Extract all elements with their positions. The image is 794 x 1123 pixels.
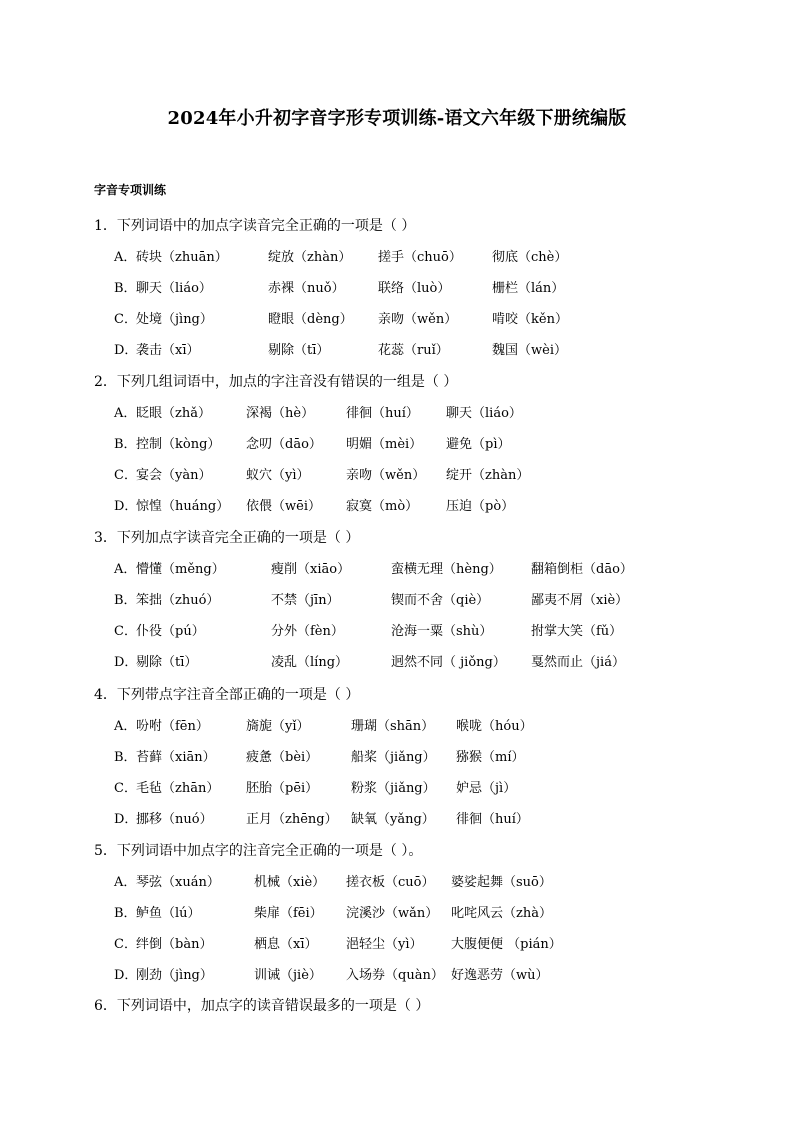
option-word: 明媚（mèi） <box>346 437 423 452</box>
answer-option <box>114 495 514 514</box>
option-word: 袭击（xī） <box>136 343 200 358</box>
option-word: 大腹便便 （pián） <box>451 937 562 952</box>
option-label: D． <box>114 812 138 827</box>
option-word: 啃咬（kěn） <box>492 312 568 327</box>
option-word: 依偎（wēi） <box>246 499 321 514</box>
answer-option <box>114 620 622 639</box>
option-word: 吩咐（fēn） <box>136 719 209 734</box>
section-heading: 字音专项训练 <box>94 183 167 197</box>
option-word: 压迫（pò） <box>446 499 515 514</box>
option-word: 鄙夷不屑（xiè） <box>531 593 629 608</box>
option-word: 浥轻尘（yì） <box>346 937 423 952</box>
option-word: 砖块（zhuān） <box>136 250 228 265</box>
answer-option <box>114 246 567 265</box>
answer-option <box>114 402 522 421</box>
option-word: 好逸恶劳（wù） <box>451 968 549 983</box>
option-label: A． <box>114 250 137 265</box>
option-label: A． <box>114 719 137 734</box>
option-word: 寂寞（mò） <box>346 499 419 514</box>
option-word: 聊天（liáo） <box>446 406 522 421</box>
option-word: 拊掌大笑（fǔ） <box>531 624 623 639</box>
option-word: 深褐（hè） <box>246 406 315 421</box>
question-stem: 6．下列词语中，加点字的读音错误最多的一项是（ ） <box>94 998 430 1014</box>
option-word: 栖息（xī） <box>254 937 318 952</box>
option-word: 鲈鱼（lú） <box>136 906 201 921</box>
option-word: 琴弦（xuán） <box>136 875 220 890</box>
answer-option <box>114 339 567 358</box>
option-word: 珊瑚（shān） <box>351 719 435 734</box>
option-word: 锲而不舍（qiè） <box>391 593 490 608</box>
option-word: 懵懂（měng） <box>136 562 225 577</box>
question-stem: 4．下列带点字注音全部正确的一项是（ ） <box>94 687 360 703</box>
option-word: 搓衣板（cuō） <box>346 875 435 890</box>
answer-option <box>114 902 552 921</box>
answer-option <box>114 558 633 577</box>
option-word: 绽放（zhàn） <box>268 250 352 265</box>
option-word: 绊倒（bàn） <box>136 937 213 952</box>
option-word: 迥然不同（ jiǒng） <box>391 655 506 670</box>
option-word: 沧海一粟（shù） <box>391 624 493 639</box>
option-word: 戛然而止（jiá） <box>531 655 625 670</box>
option-word: 缺氧（yǎng） <box>351 812 435 827</box>
answer-option <box>114 871 552 890</box>
option-word: 避免（pì） <box>446 437 511 452</box>
option-word: 魏国（wèi） <box>492 343 567 358</box>
option-word: 苔藓（xiān） <box>136 750 216 765</box>
option-label: C． <box>114 624 137 639</box>
answer-option <box>114 715 533 734</box>
answer-option <box>114 277 564 296</box>
option-word: 蚁穴（yì） <box>246 468 310 483</box>
option-word: 婆娑起舞（suō） <box>451 875 552 890</box>
option-label: A． <box>114 875 137 890</box>
option-word: 亲吻（wěn） <box>378 312 458 327</box>
option-word: 亲吻（wěn） <box>346 468 426 483</box>
option-word: 瘦削（xiāo） <box>271 562 351 577</box>
option-word: 柴扉（fēi） <box>254 906 323 921</box>
question-stem: 1．下列词语中的加点字读音完全正确的一项是（ ） <box>94 218 416 234</box>
answer-option <box>114 589 628 608</box>
option-word: 聊天（liáo） <box>136 281 212 296</box>
option-word: 瞪眼（dèng） <box>268 312 353 327</box>
option-word: 念叨（dāo） <box>246 437 322 452</box>
option-word: 赤裸（nuǒ） <box>268 281 345 296</box>
option-word: 刚劲（jìng） <box>136 968 213 983</box>
option-word: 惊惶（huáng） <box>136 499 230 514</box>
option-word: 入场券（quàn） <box>346 968 444 983</box>
option-label: B． <box>114 437 137 452</box>
option-word: 不禁（jīn） <box>271 593 340 608</box>
option-word: 正月（zhēng） <box>246 812 338 827</box>
answer-option <box>114 964 549 983</box>
option-word: 徘徊（huí） <box>456 812 529 827</box>
option-label: D． <box>114 499 138 514</box>
option-word: 猕猴（mí） <box>456 750 525 765</box>
option-label: C． <box>114 468 137 483</box>
option-label: B． <box>114 593 137 608</box>
question-stem: 3．下列加点字读音完全正确的一项是（ ） <box>94 530 360 546</box>
option-word: 笨拙（zhuó） <box>136 593 220 608</box>
option-word: 眨眼（zhǎ） <box>136 406 211 421</box>
option-word: 剔除（tī） <box>136 655 198 670</box>
option-word: 分外（fèn） <box>271 624 344 639</box>
option-word: 徘徊（huí） <box>346 406 419 421</box>
option-word: 妒忌（jì） <box>456 781 517 796</box>
option-word: 浣溪沙（wǎn） <box>346 906 439 921</box>
option-word: 蛮横无理（hèng） <box>391 562 502 577</box>
option-label: A． <box>114 406 137 421</box>
option-word: 处境（jìng） <box>136 312 213 327</box>
option-label: D． <box>114 343 138 358</box>
option-label: B． <box>114 281 137 296</box>
option-word: 旖旎（yǐ） <box>246 719 310 734</box>
option-word: 花蕊（ruǐ） <box>378 343 449 358</box>
option-label: C． <box>114 781 137 796</box>
answer-option <box>114 308 568 327</box>
answer-option <box>114 433 510 452</box>
answer-option <box>114 808 529 827</box>
answer-option <box>114 777 516 796</box>
option-word: 仆役（pú） <box>136 624 205 639</box>
option-word: 叱咤风云（zhà） <box>451 906 552 921</box>
option-label: C． <box>114 312 137 327</box>
option-word: 机械（xiè） <box>254 875 326 890</box>
answer-option <box>114 746 525 765</box>
option-word: 训诫（jiè） <box>254 968 322 983</box>
option-word: 挪移（nuó） <box>136 812 213 827</box>
question-stem: 5．下列词语中加点字的注音完全正确的一项是（ ）。 <box>94 843 423 859</box>
option-word: 翻箱倒柜（dāo） <box>531 562 633 577</box>
option-word: 粉浆（jiǎng） <box>351 781 436 796</box>
option-word: 毛毡（zhān） <box>136 781 220 796</box>
option-word: 疲惫（bèi） <box>246 750 319 765</box>
option-word: 胚胎（pēi） <box>246 781 319 796</box>
answer-option <box>114 651 625 670</box>
answer-option <box>114 464 529 483</box>
page-title: 2024年小升初字音字形专项训练-语文六年级下册统编版 <box>167 108 627 129</box>
option-word: 控制（kòng） <box>136 437 221 452</box>
option-label: D． <box>114 655 138 670</box>
option-word: 剔除（tī） <box>268 343 330 358</box>
option-word: 船桨（jiǎng） <box>351 750 436 765</box>
option-word: 凌乱（líng） <box>271 655 349 670</box>
option-label: B． <box>114 906 137 921</box>
option-word: 宴会（yàn） <box>136 468 212 483</box>
option-word: 彻底（chè） <box>492 250 568 265</box>
option-word: 搓手（chuō） <box>378 250 462 265</box>
option-word: 喉咙（hóu） <box>456 719 533 734</box>
option-word: 绽开（zhàn） <box>446 468 530 483</box>
answer-option <box>114 933 562 952</box>
option-word: 联络（luò） <box>378 281 451 296</box>
option-label: C． <box>114 937 137 952</box>
question-stem: 2．下列几组词语中，加点的字注音没有错误的一组是（ ） <box>94 374 458 390</box>
option-label: B． <box>114 750 137 765</box>
option-word: 栅栏（lán） <box>492 281 565 296</box>
option-label: A． <box>114 562 137 577</box>
option-label: D． <box>114 968 138 983</box>
